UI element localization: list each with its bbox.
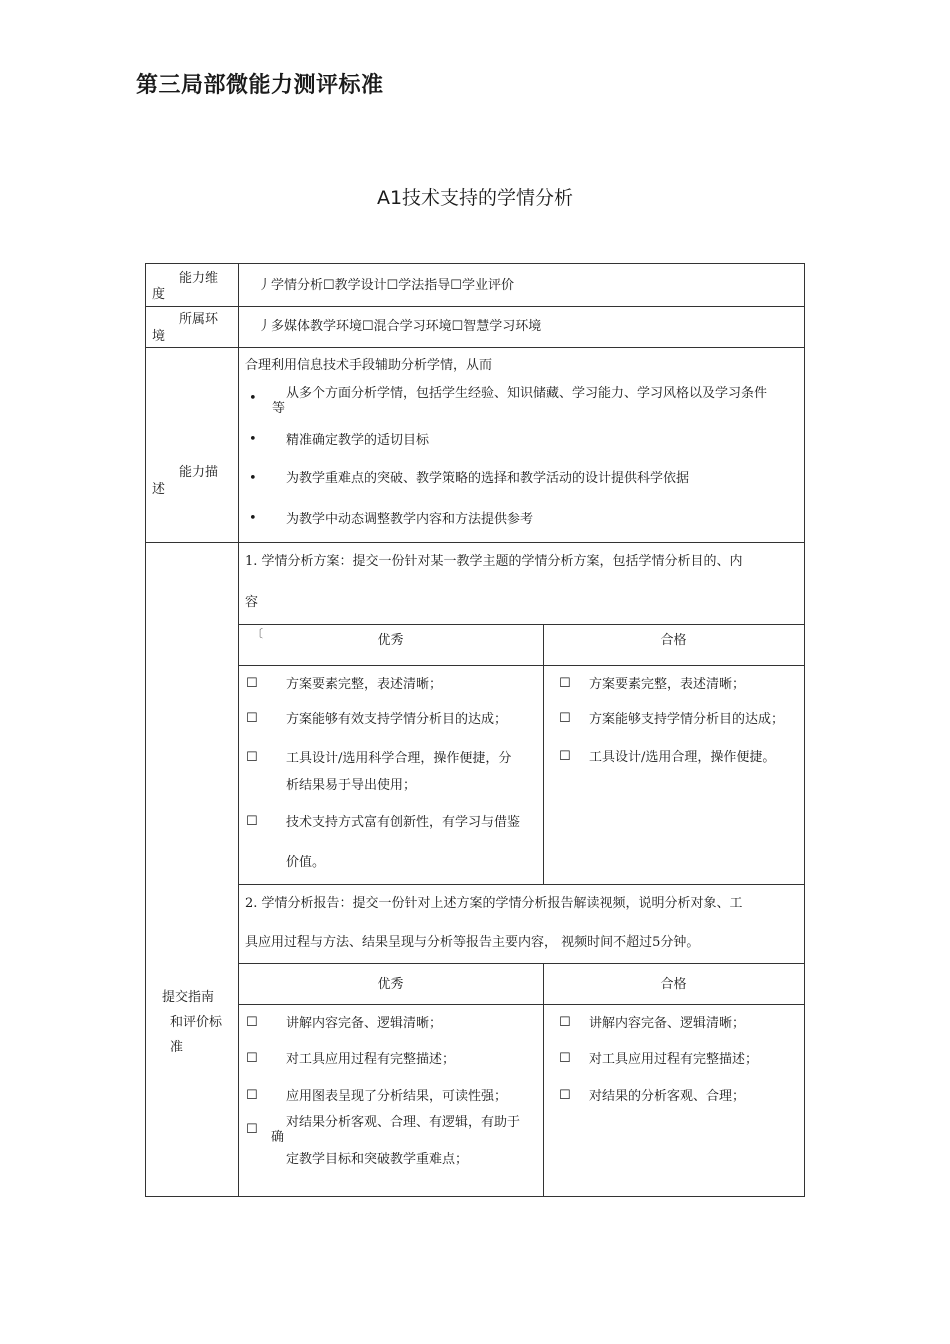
- guide-label-1: 提交指南: [162, 990, 215, 1005]
- t1-excellent-item: 工具设计/选用科学合理，操作便捷，分: [286, 751, 512, 766]
- dimension-value: 丿学情分析☐教学设计☐学法指导☐学业评价: [258, 278, 514, 293]
- guide-label-3: 准: [170, 1040, 184, 1055]
- t2-excellent-item: 应用图表呈现了分析结果，可读性强；: [286, 1089, 508, 1104]
- row-divider: [146, 542, 804, 543]
- col-excellent-header: 优秀: [377, 977, 404, 992]
- environment-value: 丿多媒体教学环境☐混合学习环境☐智慧学习环境: [258, 319, 542, 334]
- t1-pass-item: 方案能够支持学情分析目的达成；: [589, 712, 785, 727]
- description-bullet-4: 为教学中动态调整教学内容和方法提供参考: [286, 512, 534, 527]
- t2-excellent-item: 讲解内容完备、逻辑清晰；: [286, 1016, 443, 1031]
- description-label: 能力描: [179, 465, 219, 480]
- checkbox-icon[interactable]: ☐: [246, 1015, 258, 1030]
- checkbox-icon[interactable]: ☐: [559, 749, 571, 764]
- description-bullet-3: 为教学重难点的突破、教学策略的选择和教学活动的设计提供科学依据: [286, 471, 690, 486]
- checkbox-icon[interactable]: ☐: [246, 1051, 258, 1066]
- description-label-cont: 述: [152, 482, 166, 497]
- bullet-icon: •: [249, 391, 257, 406]
- t2-pass-item: 对工具应用过程有完整描述；: [589, 1052, 759, 1067]
- row-divider: [238, 624, 804, 625]
- checkbox-icon[interactable]: ☐: [559, 676, 571, 691]
- section-title: A1技术支持的学情分析: [376, 187, 574, 209]
- task1-title-cont: 容: [245, 595, 259, 610]
- bullet-icon: •: [249, 432, 257, 447]
- environment-label: 所属环: [179, 312, 219, 327]
- row-divider: [146, 306, 804, 307]
- t1-pass-item: 方案要素完整，表述清晰；: [589, 677, 746, 692]
- t1-excellent-item: 技术支持方式富有创新性，有学习与借鉴: [286, 815, 521, 830]
- checkbox-icon[interactable]: ☐: [246, 676, 258, 691]
- checkbox-icon[interactable]: ☐: [246, 711, 258, 726]
- row-divider: [146, 347, 804, 348]
- dimension-label: 能力维: [179, 271, 219, 286]
- t1-excellent-item: 方案能够有效支持学情分析目的达成；: [286, 712, 508, 727]
- t1-excellent-item: 方案要素完整，表述清晰；: [286, 677, 443, 692]
- checkbox-icon[interactable]: ☐: [246, 814, 258, 829]
- environment-label-cont: 境: [152, 329, 166, 344]
- checkbox-icon[interactable]: ☐: [559, 1088, 571, 1103]
- t2-excellent-item: 对结果分析客观、合理、有逻辑，有助于: [286, 1115, 521, 1130]
- row-divider: [238, 963, 804, 964]
- t2-excellent-item: 对工具应用过程有完整描述；: [286, 1052, 456, 1067]
- column-divider: [543, 963, 544, 1196]
- guide-label-2: 和评价标: [170, 1015, 223, 1030]
- dimension-label-cont: 度: [152, 287, 166, 302]
- checkbox-icon[interactable]: ☐: [246, 1122, 258, 1137]
- checkbox-icon[interactable]: ☐: [246, 750, 258, 765]
- task1-title: 1. 学情分析方案：提交一份针对某一教学主题的学情分析方案，包括学情分析目的、内: [245, 554, 743, 569]
- bullet-icon: •: [249, 511, 257, 526]
- task2-title-cont: 具应用过程与方法、结果呈现与分析等报告主要内容， 视频时间不超过5分钟。: [245, 935, 700, 950]
- checkbox-icon[interactable]: ☐: [559, 1051, 571, 1066]
- t2-pass-item: 讲解内容完备、逻辑清晰；: [589, 1016, 746, 1031]
- task2-title: 2. 学情分析报告：提交一份针对上述方案的学情分析报告解读视频，说明分析对象、工: [245, 896, 743, 911]
- evaluation-table: [145, 263, 805, 1197]
- checkbox-icon[interactable]: ☐: [246, 1088, 258, 1103]
- page-title: 第三局部微能力测评标准: [136, 73, 384, 98]
- col-pass-header: 合格: [660, 977, 687, 992]
- col-pass-header: 合格: [660, 633, 687, 648]
- description-bullet-1-cont: 等: [272, 401, 286, 416]
- description-intro: 合理利用信息技术手段辅助分析学情，从而: [245, 358, 493, 373]
- column-divider: [543, 624, 544, 884]
- t2-pass-item: 对结果的分析客观、合理；: [589, 1089, 746, 1104]
- t2-excellent-item-cont: 确: [271, 1130, 285, 1145]
- paren-mark: 〔: [252, 627, 263, 640]
- checkbox-icon[interactable]: ☐: [559, 1015, 571, 1030]
- row-divider: [238, 1004, 804, 1005]
- description-bullet-1: 从多个方面分析学情，包括学生经验、知识储藏、学习能力、学习风格以及学习条件: [286, 386, 768, 401]
- checkbox-icon[interactable]: ☐: [559, 711, 571, 726]
- description-bullet-2: 精准确定教学的适切目标: [286, 433, 430, 448]
- row-divider: [238, 884, 804, 885]
- t1-excellent-item-cont: 价值。: [286, 855, 326, 870]
- t1-pass-item: 工具设计/选用合理，操作便捷。: [589, 750, 776, 765]
- bullet-icon: •: [249, 471, 257, 486]
- column-divider: [238, 264, 239, 1196]
- col-excellent-header: 优秀: [377, 633, 404, 648]
- t2-excellent-item-cont: 定教学目标和突破教学重难点；: [286, 1152, 469, 1167]
- row-divider: [238, 665, 804, 666]
- t1-excellent-item-cont: 析结果易于导出使用；: [286, 778, 417, 793]
